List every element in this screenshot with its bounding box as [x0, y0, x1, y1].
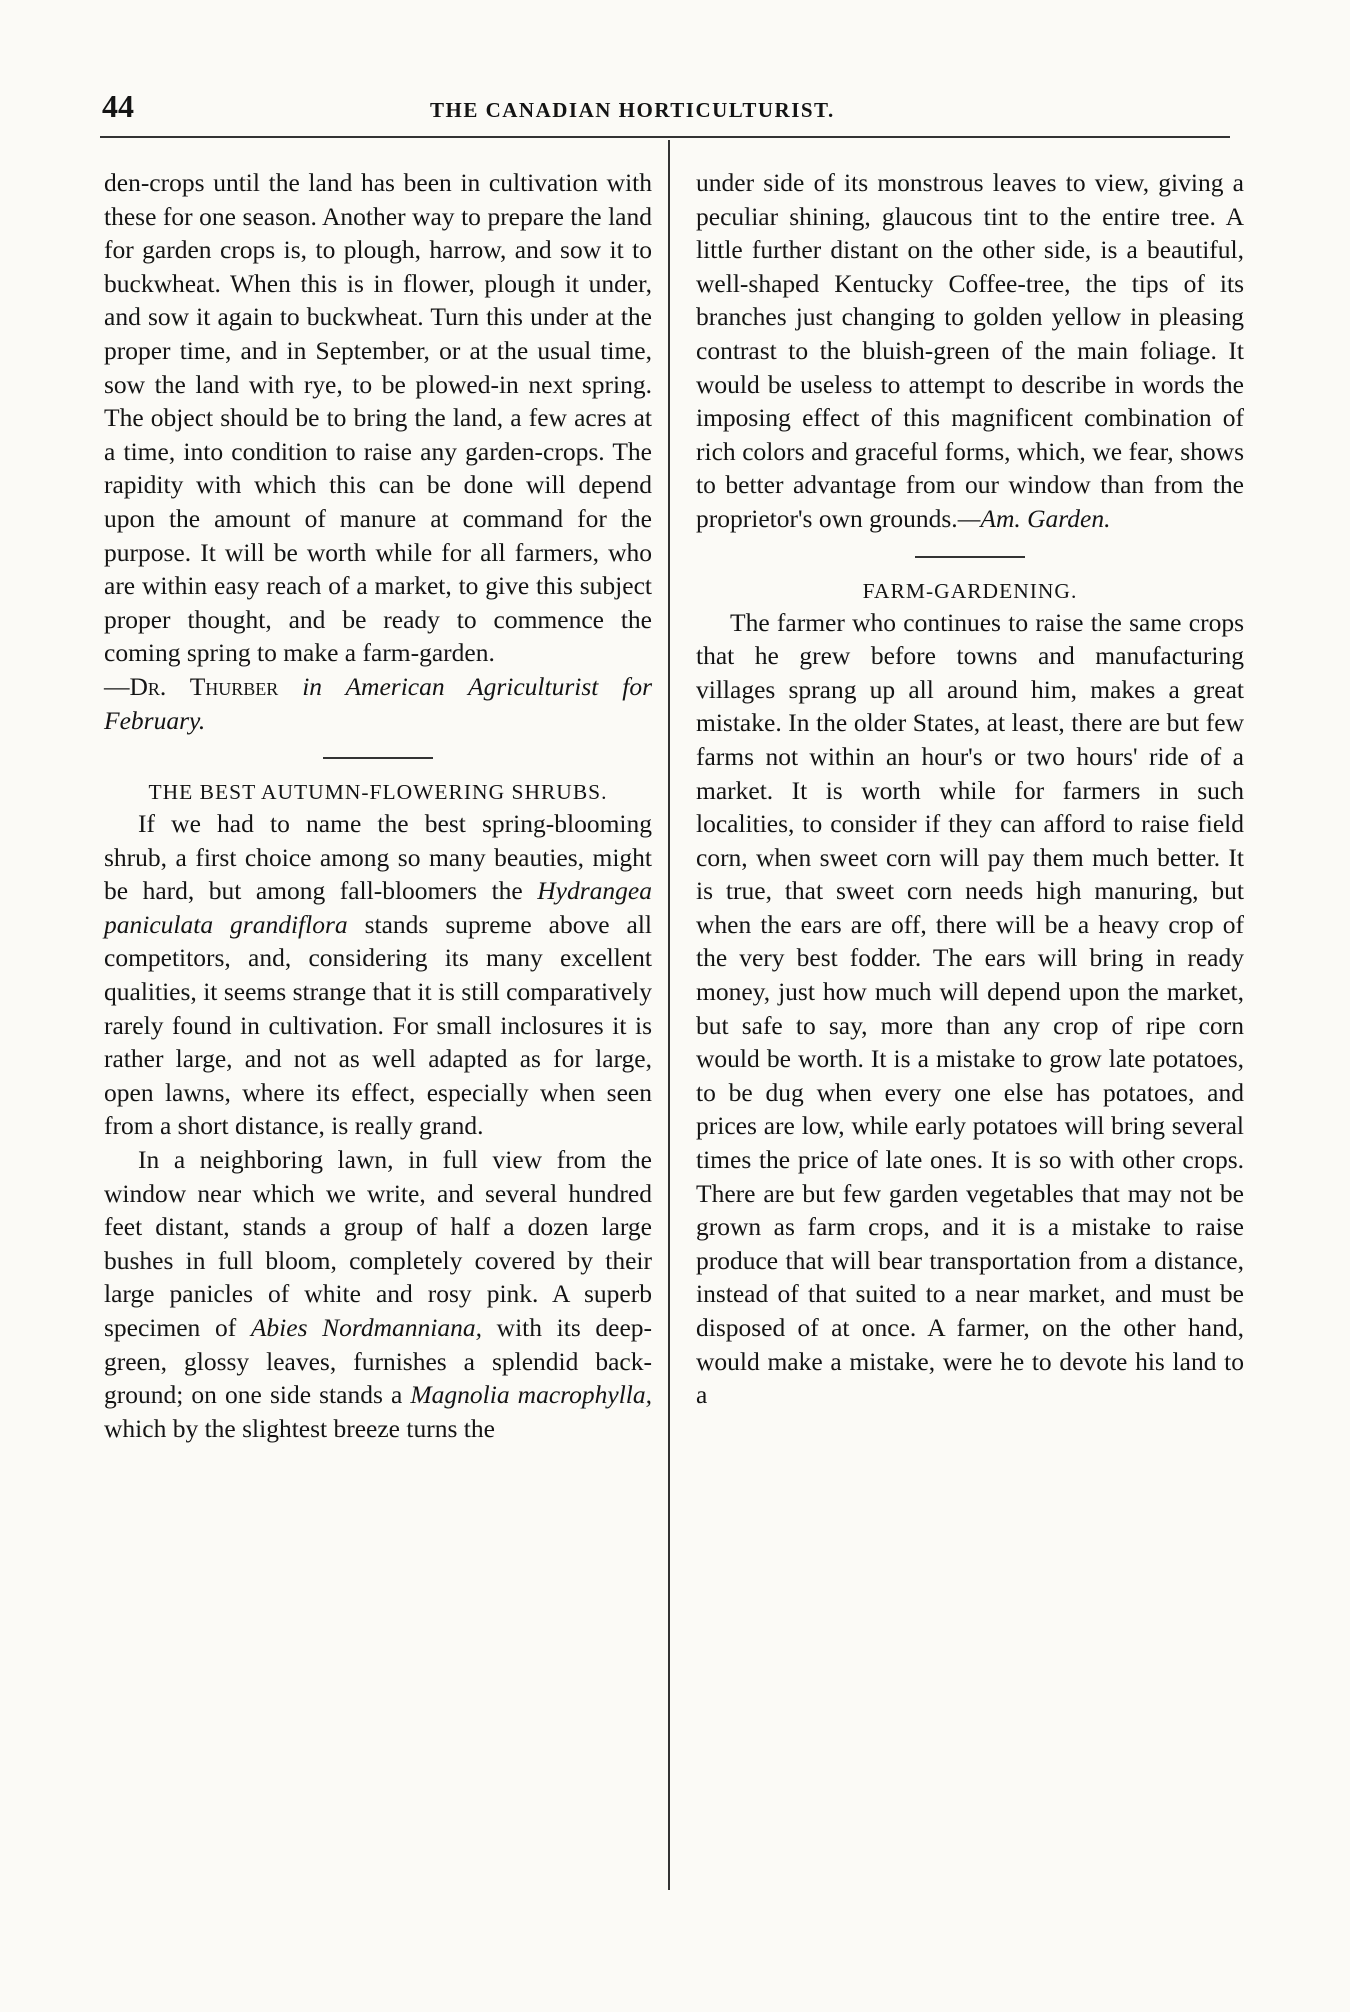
- header-rule: [100, 136, 1230, 138]
- column-divider: [668, 140, 670, 1890]
- attribution-source: —Am. Garden.: [957, 503, 1111, 533]
- species-name: Hydrangea paniculata grandiflora: [104, 876, 652, 939]
- attribution: [104, 670, 652, 737]
- text-run: If we had to name the best spring-blooming shrub, a first choice among so many beauties, might be hard, but among fall-bloomers the: [104, 809, 652, 906]
- page-number: 44: [102, 88, 134, 124]
- text-run: with its deep-green, glossy leaves, furnishes a splendid back-ground; on one side stands a: [104, 1313, 653, 1410]
- attribution-source: in American Agriculturist for February.: [104, 671, 652, 735]
- running-title: THE CANADIAN HORTICULTURIST.: [430, 98, 835, 122]
- left-column: [104, 166, 652, 1445]
- paragraph-farm-gardening: The farmer who continues to raise the same crops that he grew before towns and manufacturing villages sprang up all around him, makes a great mistake. In the older States, at least, there are but few farms not within an hour's or two hours' ride of a market. It is worth while for farmers in such localities, to consider if they can afford to raise field corn, when sweet corn will pay them much better. It is true, that sweet corn needs high manuring, but when the ears are off, there will be a heavy crop of the very best fodder. The ears will bring in ready money, just how much will depend upon the market, but safe to say, more than any crop of ripe corn would be worth. It is a mistake to grow late potatoes, to be dug when every one else has potatoes, and prices are low, while early potatoes will bring several times the price of late ones. It is so with other crops. There are but few garden vegetables that may not be grown as farm crops, and it is a mistake to raise produce that will bear transportation from a distance, instead of that suited to a near market, and must be disposed of at once. A farmer, on the other hand, would make a mistake, were he to devote his land to a: [696, 607, 1244, 1410]
- paragraph-continued: [696, 166, 1244, 536]
- paragraph-hydrangea: [104, 807, 652, 1143]
- section-separator: [915, 556, 1025, 558]
- text-run: under side of its monstrous leaves to view, giving a peculiar shining, glaucous tint to the entire tree. A little further distant on the other side, is a beautiful, well-shaped Kentucky Coffee-tree, the tips of its branches just changing to golden yellow in pleasing contrast to the bluish-green of the main foliage. It would be useless to attempt to describe in words the imposing effect of this magnificent combination of rich colors and graceful forms, which, we fear, shows to better advantage from our window than from the proprietor's own grounds.: [696, 168, 1244, 533]
- species-name: Magnolia macrophylla,: [410, 1380, 653, 1410]
- section-heading-autumn-shrubs: THE BEST AUTUMN-FLOWERING SHRUBS.: [148, 780, 608, 805]
- text-run: In a neighboring lawn, in full view from the window near which we write, and several hundred feet distant, stands a group of half a dozen large bushes in full bloom, completely covered by their large panicles of white and rosy pink. A superb specimen of: [104, 1145, 652, 1342]
- page-header: [100, 88, 1230, 128]
- text-run: stands supreme above all competitors, and, considering its many excellent qualities, it seems strange that it is still comparatively rarely found in cultivation. For small inclosures it is rather large, and not as well adapted as for large, open lawns, where its effect, especially when seen from a short distance, is really grand.: [104, 909, 652, 1141]
- paragraph-neighboring-lawn: [104, 1143, 652, 1445]
- section-heading-farm-gardening: FARM-GARDENING.: [862, 578, 1078, 603]
- right-column: [696, 166, 1244, 1412]
- section-separator: [323, 757, 433, 759]
- attribution-author: —Dr. Thurber: [104, 671, 279, 701]
- paragraph-continued: den-crops until the land has been in cultivation with these for one season. Another way to prepare the land for garden crops is, to plough, harrow, and sow it to buckwheat. When this is in flower, plough it under, and sow it again to buckwheat. Turn this under at the proper time, and in September, or at the usual time, sow the land with rye, to be plowed-in next spring. The object should be to bring the land, a few acres at a time, into condition to raise any garden-crops. The rapidity with which this can be done will depend upon the amount of manure at command for the purpose. It will be worth while for all farmers, who are within easy reach of a market, to give this subject proper thought, and be ready to commence the coming spring to make a farm-garden.: [104, 168, 652, 668]
- species-name: Abies Nordmanniana,: [250, 1313, 483, 1342]
- text-run: which by the slightest breeze turns the: [104, 1413, 495, 1443]
